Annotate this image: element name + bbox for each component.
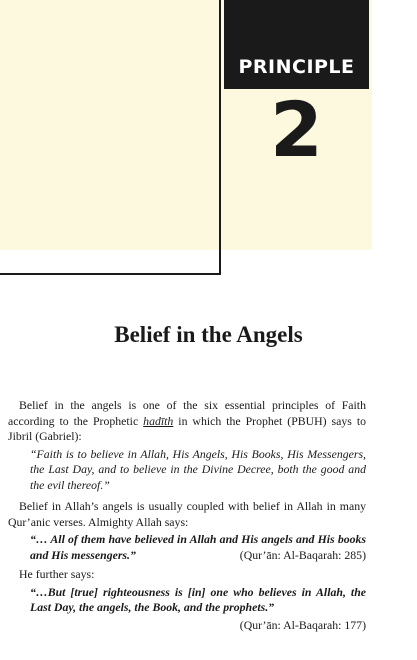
body-text: [8, 398, 366, 633]
quran-quote-285-text: “… All of them have believed in Allah and His angels and His books and His messengers.”: [30, 532, 366, 562]
hadith-term: hadīth: [143, 413, 174, 428]
hadith-quote: “Faith is to believe in Allah, His Angels, His Books, His Messengers, the Last Day, and to believe in the Divine Decree, both the good and the evil thereof.”: [30, 446, 366, 492]
chapter-title: Belief in the Angels: [114, 322, 303, 347]
quran-citation-285: (Qur’ān: Al-Baqarah: 285): [239, 547, 366, 562]
paragraph-intro: [8, 398, 366, 445]
principle-label: PRINCIPLE: [238, 56, 355, 78]
paragraph-intro-text-end: in which the Prophet (PBUH) says to Jibril (Gabriel):: [8, 413, 367, 443]
paragraph-intro-text: Belief in the angels is one of the six essential principles of Faith according to the Prophetic: [8, 398, 366, 428]
quran-quote-285: [8, 532, 366, 563]
principle-number: 2: [270, 85, 323, 174]
paragraph-quranic: Belief in Allah’s angels is usually coupled with belief in Allah in many Qur’anic verses. Almighty Allah says:: [8, 499, 366, 529]
frame-line-horizontal: [0, 273, 221, 275]
frame-line-vertical: [219, 0, 221, 274]
paragraph-further: He further says:: [19, 567, 95, 581]
quran-quote-177: “…But [true] righteousness is [in] one who believes in Allah, the Last Day, the angels, the Book, and the prophets.”: [30, 584, 366, 614]
quran-citation-177: (Qur’ān: Al-Baqarah: 177): [239, 617, 366, 632]
